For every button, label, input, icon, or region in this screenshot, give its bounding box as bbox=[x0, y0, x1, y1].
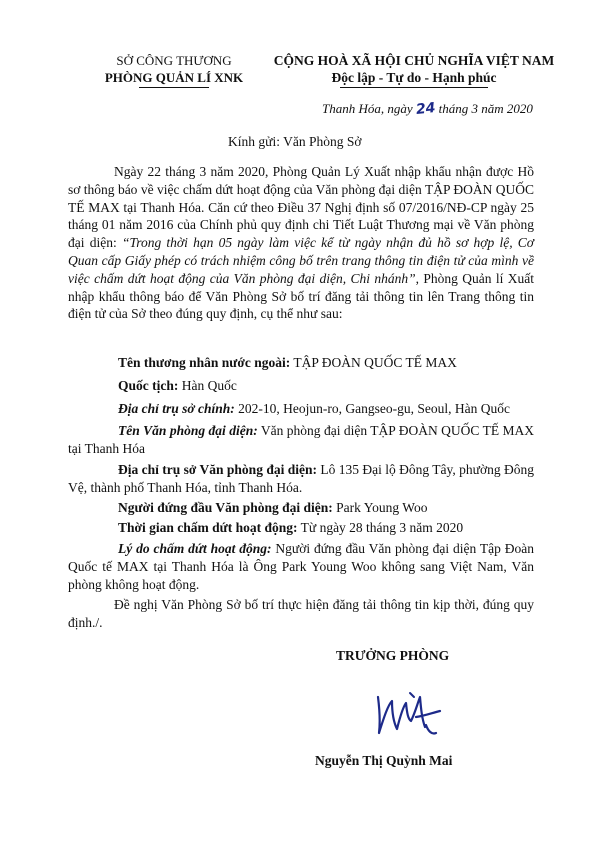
field-office-head bbox=[68, 499, 534, 517]
dateline-day-handwritten: 24 bbox=[415, 100, 437, 118]
signer-title: TRƯỞNG PHÒNG bbox=[336, 648, 450, 663]
field-termination-reason bbox=[68, 540, 534, 593]
field-label: Địa chỉ trụ sở chính: bbox=[118, 401, 235, 416]
issuer-underline bbox=[139, 87, 209, 88]
intro-text-1: Ngày 22 tháng 3 năm 2020, Phòng Quản Lý Xuất nhập khẩu nhận được Hồ sơ thông báo về việc chấm dứt hoạt động của Văn phòng đại diện TẬP ĐOÀN QUỐC TẾ MAX tại Thanh Hóa. Căn cứ theo Điều 37 Nghị định số 07/2016/NĐ-CP ngày 25 tháng 01 năm 2016 của Chính phủ quy định chi Tiết Luật Thương mại về Văn phòng đại diện: bbox=[68, 164, 534, 251]
signer-name: Nguyễn Thị Quỳnh Mai bbox=[315, 753, 453, 768]
field-label: Tên thương nhân nước ngoài: bbox=[118, 355, 291, 370]
intro-paragraph bbox=[68, 163, 534, 323]
field-value: Park Young Woo bbox=[332, 500, 428, 515]
field-nationality bbox=[68, 377, 534, 395]
issuer-block bbox=[84, 52, 264, 88]
handwritten-signature bbox=[370, 683, 450, 743]
field-termination-date bbox=[68, 519, 534, 537]
intro-text-2: , Phòng Quản lí Xuất nhập khẩu thông báo để Văn Phòng Sở bố trí đăng tải thông tin lên Trang thông tin điện tử của Sở theo đúng quy định, cụ thể như sau: bbox=[68, 270, 535, 322]
intro-legal-quote: “Trong thời hạn 05 ngày làm việc kể từ ngày nhận đủ hồ sơ hợp lệ, Cơ Quan cấp Giấy phép có trách nhiệm công bố trên trang thông tin điện tử của mình về việc chấm dứt hoạt động của Văn phòng đại diện, Chi nhánh” bbox=[68, 235, 534, 286]
field-label: Thời gian chấm dứt hoạt động: bbox=[118, 520, 298, 535]
department-name: PHÒNG QUẢN LÍ XNK bbox=[104, 70, 244, 85]
field-head-office-address bbox=[68, 400, 534, 418]
field-value: Lô 135 Đại lộ Đông Tây, phường Đông Vệ, thành phố Thanh Hóa, tỉnh Thanh Hóa. bbox=[68, 462, 535, 495]
field-label: Tên Văn phòng đại diện: bbox=[118, 423, 258, 438]
field-label: Địa chỉ trụ sở Văn phòng đại diện: bbox=[118, 462, 317, 477]
field-trader-name bbox=[68, 354, 534, 372]
field-label: Lý do chấm dứt hoạt động: bbox=[118, 541, 272, 556]
field-label: Quốc tịch: bbox=[118, 378, 179, 393]
field-label: Người đứng đầu Văn phòng đại diện: bbox=[118, 500, 333, 515]
field-value: Từ ngày 28 tháng 3 năm 2020 bbox=[297, 520, 464, 535]
motto-underline bbox=[340, 87, 488, 88]
field-rep-office-address bbox=[68, 461, 534, 497]
agency-name: SỞ CÔNG THƯƠNG bbox=[116, 53, 232, 68]
national-motto: Độc lập - Tự do - Hạnh phúc bbox=[331, 70, 497, 85]
recipient-line: Kính gửi: Văn Phòng Sở bbox=[228, 134, 362, 149]
field-value: 202-10, Heojun-ro, Gangseo-gu, Seoul, Hàn Quốc bbox=[234, 401, 510, 416]
closing-paragraph: Đề nghị Văn Phòng Sở bố trí thực hiện đăng tải thông tin kịp thời, đúng quy định./. bbox=[68, 597, 534, 630]
field-value: Người đứng đầu Văn phòng đại diện Tập Đoàn Quốc tế MAX tại Thanh Hóa là Ông Park Young Woo không sang Việt Nam, Văn phòng không hoạt động. bbox=[68, 541, 534, 592]
dateline-prefix: Thanh Hóa, ngày bbox=[322, 101, 416, 116]
field-value: Hàn Quốc bbox=[178, 378, 237, 393]
nation-name: CỘNG HOÀ XÃ HỘI CHỦ NGHĨA VIỆT NAM bbox=[273, 53, 555, 68]
dateline bbox=[322, 101, 533, 117]
field-value: Văn phòng đại diện TẬP ĐOÀN QUỐC TẾ MAX tại Thanh Hóa bbox=[68, 423, 534, 456]
dateline-suffix: tháng 3 năm 2020 bbox=[435, 101, 533, 116]
field-value: TẬP ĐOÀN QUỐC TẾ MAX bbox=[290, 355, 457, 370]
national-heading bbox=[264, 52, 564, 88]
field-rep-office-name bbox=[68, 422, 534, 458]
